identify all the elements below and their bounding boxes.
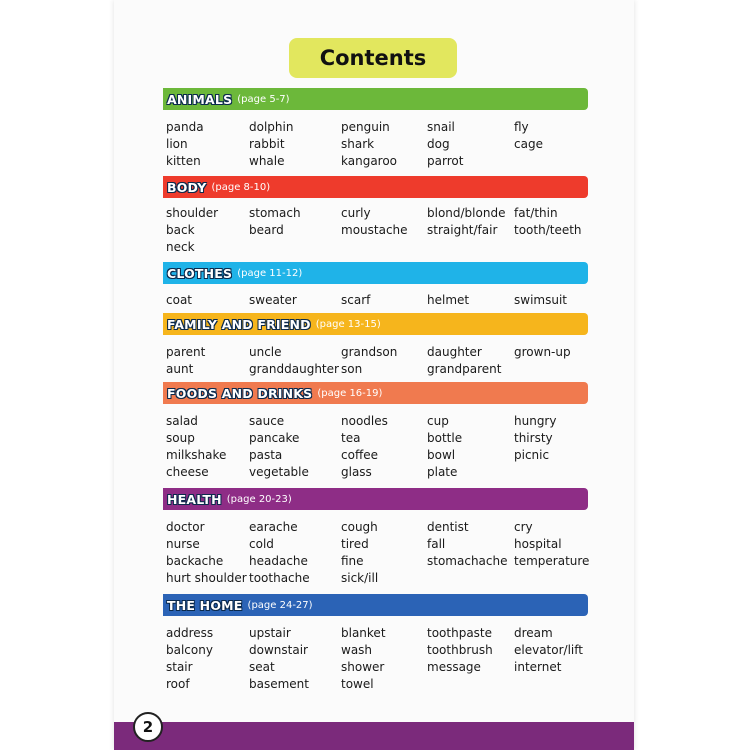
word-item: plate <box>427 465 458 479</box>
word-item: basement <box>249 677 309 691</box>
word-item: dolphin <box>249 120 294 134</box>
word-item: toothache <box>249 571 310 585</box>
word-item: cry <box>514 520 533 534</box>
section-header-clothes <box>163 262 588 284</box>
word-item: kitten <box>166 154 201 168</box>
word-item: wash <box>341 643 373 657</box>
word-item: daughter <box>427 345 482 359</box>
word-item <box>341 239 427 256</box>
word-item: stomachache <box>427 554 508 568</box>
word-item: pasta <box>249 448 283 462</box>
word-item: upstair <box>249 626 291 640</box>
word-item: toothbrush <box>427 643 493 657</box>
word-item: blanket <box>341 626 386 640</box>
word-item: balcony <box>166 643 213 657</box>
word-item: noodles <box>341 414 388 428</box>
section-header-animals <box>163 88 588 110</box>
word-list-animals <box>166 119 596 170</box>
word-item: back <box>166 223 195 237</box>
word-item: bowl <box>427 448 456 462</box>
word-item: parent <box>166 345 206 359</box>
section-title: FAMILY AND FRIEND <box>167 316 311 332</box>
section-title: ANIMALS <box>167 91 233 107</box>
word-item: whale <box>249 154 285 168</box>
word-item: grandson <box>341 345 398 359</box>
word-item: dentist <box>427 520 469 534</box>
word-item: fly <box>514 120 529 134</box>
section-title: CLOTHES <box>167 265 233 281</box>
word-item: pancake <box>249 431 300 445</box>
word-item: message <box>427 660 481 674</box>
word-item: son <box>341 362 363 376</box>
word-item: hospital <box>514 537 562 551</box>
word-item: glass <box>341 465 372 479</box>
word-item: hungry <box>514 414 557 428</box>
word-item: fat/thin <box>514 206 558 220</box>
word-item: kangaroo <box>341 154 398 168</box>
word-item: granddaughter <box>249 362 339 376</box>
word-item: curly <box>341 206 371 220</box>
word-list-body <box>166 205 596 256</box>
bottom-bar <box>114 722 634 750</box>
word-item: thirsty <box>514 431 553 445</box>
word-item: sick/ill <box>341 571 379 585</box>
section-pages: (page 16-19) <box>317 387 383 399</box>
word-item: seat <box>249 660 275 674</box>
word-item: grandparent <box>427 362 502 376</box>
word-list-health <box>166 519 596 587</box>
word-item: stair <box>166 660 193 674</box>
word-item: cage <box>514 137 543 151</box>
section-pages: (page 20-23) <box>226 493 292 505</box>
section-title: FOODS AND DRINKS <box>167 385 313 401</box>
word-item: sweater <box>249 293 297 307</box>
section-header-home <box>163 594 588 616</box>
word-item: straight/fair <box>427 223 498 237</box>
word-item <box>427 676 514 693</box>
word-item: internet <box>514 660 562 674</box>
word-item <box>514 153 596 170</box>
word-item: fall <box>427 537 446 551</box>
section-pages: (page 5-7) <box>237 93 290 105</box>
word-item: salad <box>166 414 198 428</box>
contents-title: Contents <box>289 38 457 78</box>
word-item: helmet <box>427 293 470 307</box>
word-item: address <box>166 626 214 640</box>
section-pages: (page 13-15) <box>315 318 381 330</box>
word-item: penguin <box>341 120 390 134</box>
word-item: earache <box>249 520 298 534</box>
word-item: panda <box>166 120 204 134</box>
word-item: rabbit <box>249 137 285 151</box>
word-item: hurt shoulder <box>166 571 247 585</box>
word-item: shower <box>341 660 385 674</box>
word-item: coat <box>166 293 192 307</box>
word-item: downstair <box>249 643 308 657</box>
word-item: cough <box>341 520 378 534</box>
section-title: BODY <box>167 179 207 195</box>
word-item <box>427 239 514 256</box>
word-item: elevator/lift <box>514 643 583 657</box>
word-item: sauce <box>249 414 285 428</box>
word-item <box>427 570 514 587</box>
word-item: lion <box>166 137 188 151</box>
word-list-family <box>166 344 596 378</box>
word-item: temperature <box>514 554 590 568</box>
word-item: tooth/teeth <box>514 223 582 237</box>
word-item: dog <box>427 137 450 151</box>
word-item <box>249 239 341 256</box>
section-header-body <box>163 176 588 198</box>
section-header-family <box>163 313 588 335</box>
word-item: headache <box>249 554 308 568</box>
section-pages: (page 24-27) <box>247 599 313 611</box>
word-item <box>514 570 596 587</box>
section-header-health <box>163 488 588 510</box>
word-list-home <box>166 625 596 693</box>
section-title: THE HOME <box>167 597 243 613</box>
section-pages: (page 11-12) <box>237 267 303 279</box>
word-item <box>514 676 596 693</box>
page-number: 2 <box>133 712 163 742</box>
word-item: snail <box>427 120 455 134</box>
word-item: aunt <box>166 362 194 376</box>
word-item: soup <box>166 431 195 445</box>
word-item: vegetable <box>249 465 309 479</box>
word-list-foods <box>166 413 596 481</box>
word-item: tired <box>341 537 369 551</box>
word-item: grown-up <box>514 345 571 359</box>
word-item: picnic <box>514 448 550 462</box>
word-item: cold <box>249 537 274 551</box>
section-header-foods <box>163 382 588 404</box>
word-item: beard <box>249 223 284 237</box>
word-item: tea <box>341 431 361 445</box>
word-item: milkshake <box>166 448 227 462</box>
word-item: roof <box>166 677 190 691</box>
section-pages: (page 8-10) <box>211 181 271 193</box>
word-item: doctor <box>166 520 205 534</box>
word-item: fine <box>341 554 364 568</box>
word-item <box>514 361 596 378</box>
word-list-clothes <box>166 292 596 309</box>
word-item: stomach <box>249 206 301 220</box>
word-item: coffee <box>341 448 378 462</box>
word-item: shoulder <box>166 206 219 220</box>
word-item: moustache <box>341 223 408 237</box>
word-item: swimsuit <box>514 293 567 307</box>
word-item <box>514 239 596 256</box>
word-item: parrot <box>427 154 464 168</box>
word-item: scarf <box>341 293 371 307</box>
word-item: towel <box>341 677 374 691</box>
word-item: backache <box>166 554 224 568</box>
word-item: nurse <box>166 537 200 551</box>
word-item: neck <box>166 240 195 254</box>
word-item: bottle <box>427 431 463 445</box>
word-item: cup <box>427 414 449 428</box>
word-item: blond/blonde <box>427 206 506 220</box>
word-item: uncle <box>249 345 282 359</box>
word-item: dream <box>514 626 553 640</box>
word-item: cheese <box>166 465 209 479</box>
word-item: shark <box>341 137 375 151</box>
word-item <box>514 464 596 481</box>
word-item: toothpaste <box>427 626 493 640</box>
section-title: HEALTH <box>167 491 222 507</box>
